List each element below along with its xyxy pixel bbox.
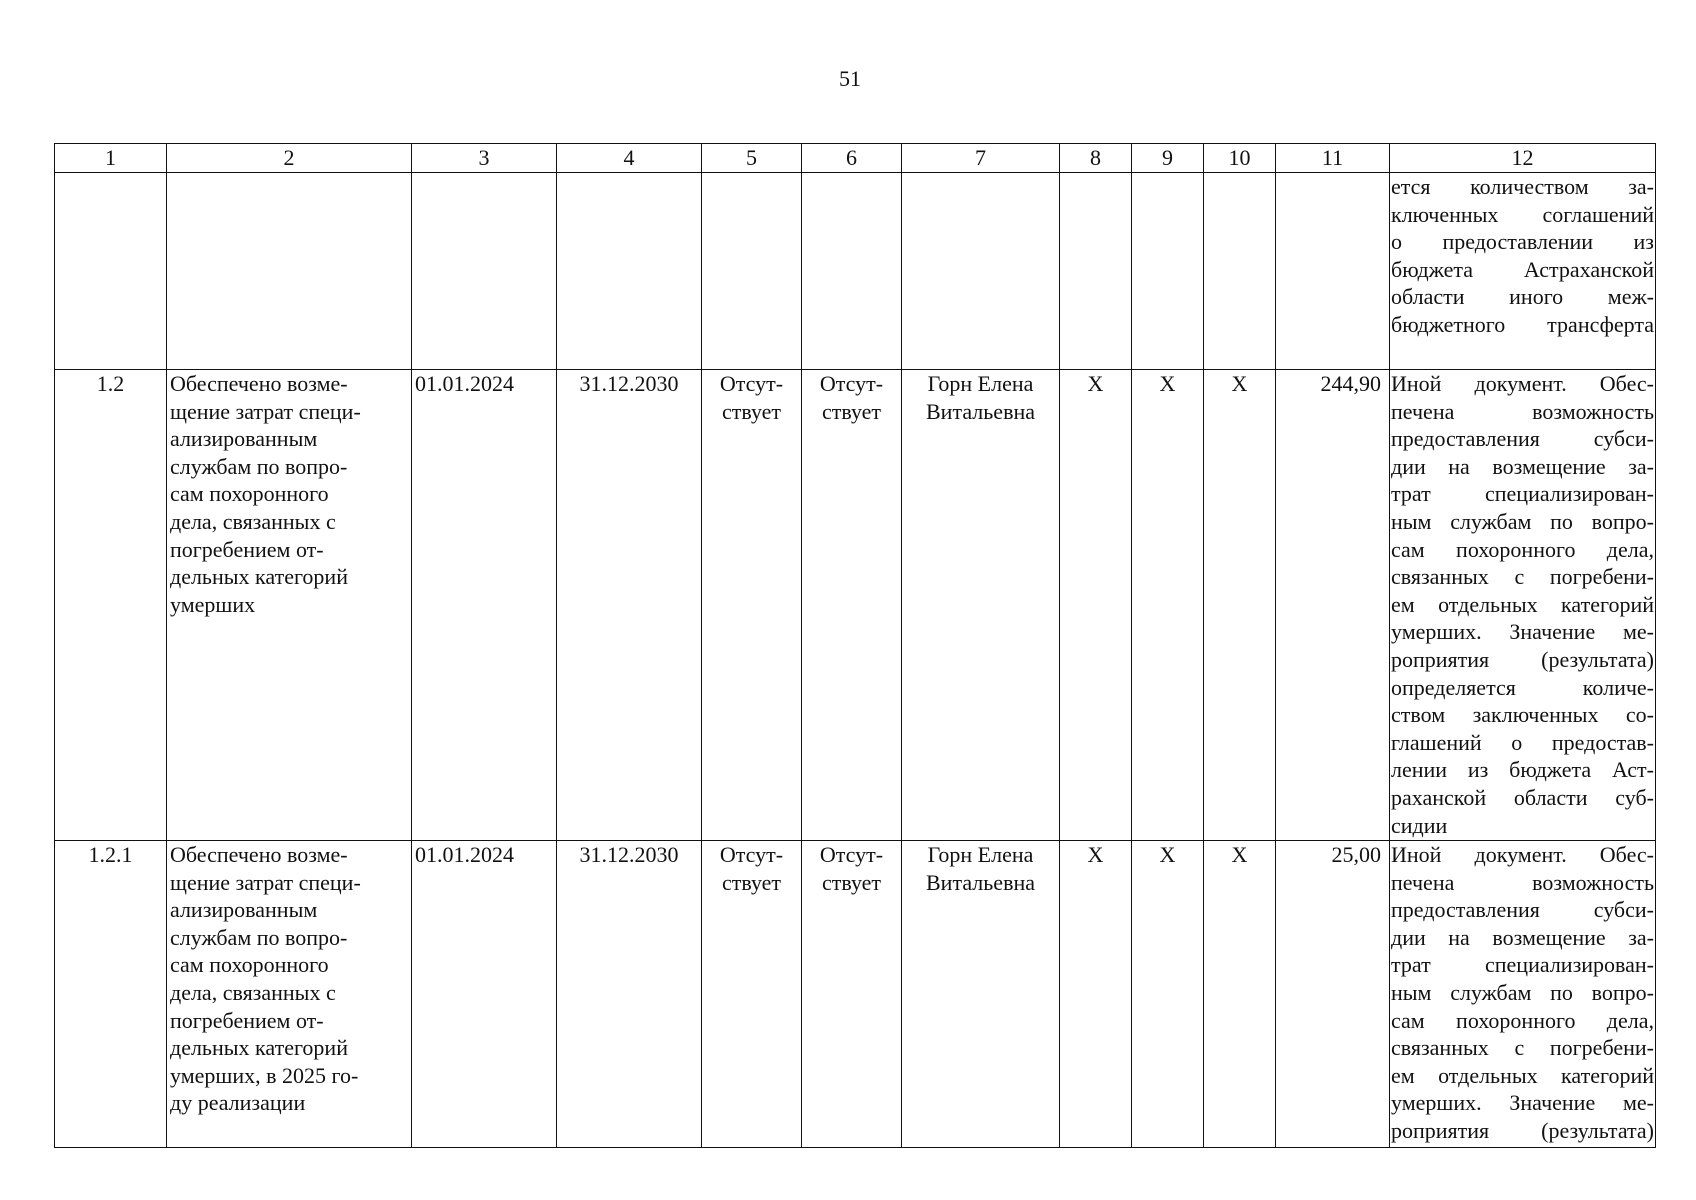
col5-value — [702, 370, 802, 841]
text-line: службам по вопро- — [170, 453, 348, 479]
responsible-person — [902, 370, 1060, 841]
text-line: умерших. Значение ме- — [1391, 619, 1654, 645]
text-line: ствует — [821, 869, 882, 895]
text-line: предоставления субси- — [1391, 897, 1654, 923]
text-line: роприятия (результата) — [1391, 646, 1654, 672]
text-line: лении из бюджета Аст- — [1391, 757, 1654, 783]
text-line: ключенных соглашений — [1391, 201, 1654, 227]
document-cell — [1390, 173, 1656, 370]
column-header: 4 — [557, 144, 702, 173]
table-row-continuation — [55, 173, 1656, 370]
col9-value: Х — [1132, 841, 1204, 1148]
measure-name — [167, 370, 412, 841]
text-line: умерших — [170, 591, 256, 617]
table-cell — [702, 173, 802, 370]
text-line: трат специализирован- — [1391, 952, 1654, 978]
table-row — [55, 841, 1656, 1148]
text-line: печена возможность — [1391, 869, 1654, 895]
text-line: погребением от- — [170, 536, 324, 562]
column-header: 1 — [55, 144, 167, 173]
text-line: трат специализирован- — [1391, 481, 1654, 507]
text-line: Горн Елена — [927, 371, 1034, 396]
text-line: ствует — [721, 398, 782, 424]
table-cell — [412, 173, 557, 370]
text-line: Иной документ. Обес- — [1391, 371, 1654, 396]
column-header: 12 — [1390, 144, 1656, 173]
row-number: 1.2 — [55, 370, 167, 841]
text-line: ализированным — [170, 897, 318, 923]
start-date: 01.01.2024 — [412, 370, 557, 841]
text-line: сидии — [1391, 812, 1448, 838]
text-line: роприятия (результата) — [1391, 1117, 1654, 1143]
text-line: дельных категорий — [170, 1035, 348, 1061]
text-line: дельных категорий — [170, 564, 348, 590]
table-cell — [167, 173, 412, 370]
text-line: глашений о предостав- — [1391, 729, 1654, 755]
text-line: сам похоронного дела, — [1391, 536, 1654, 562]
text-line: Отсут- — [719, 371, 784, 396]
col6-value — [802, 370, 902, 841]
text-line: дела, связанных с — [170, 979, 336, 1005]
text-line: о предоставлении из — [1391, 229, 1654, 255]
table-row — [55, 370, 1656, 841]
col6-value — [802, 841, 902, 1148]
text-line: раханской области суб- — [1391, 784, 1654, 810]
text-line: Иной документ. Обес- — [1391, 842, 1654, 867]
column-header: 3 — [412, 144, 557, 173]
text-line: бюджетного трансферта — [1391, 311, 1654, 337]
column-header: 11 — [1276, 144, 1390, 173]
table-cell — [55, 173, 167, 370]
text-line: ствует — [721, 869, 782, 895]
text-line: Витальевна — [926, 398, 1035, 424]
column-header: 2 — [167, 144, 412, 173]
measures-table — [54, 143, 1656, 1148]
text-line: Отсут- — [819, 842, 884, 867]
table-cell — [1132, 173, 1204, 370]
text-line: ем отдельных категорий — [1391, 591, 1654, 617]
text-line: предоставления субси- — [1391, 426, 1654, 452]
start-date: 01.01.2024 — [412, 841, 557, 1148]
column-header: 7 — [902, 144, 1060, 173]
col8-value: Х — [1060, 370, 1132, 841]
text-line: ствует — [821, 398, 882, 424]
text-line: сам похоронного дела, — [1391, 1007, 1654, 1033]
page-number: 51 — [839, 66, 861, 91]
text-line: умерших, в 2025 го- — [170, 1062, 359, 1088]
document-cell — [1390, 841, 1656, 1148]
text-line: погребением от- — [170, 1007, 324, 1033]
column-header: 8 — [1060, 144, 1132, 173]
text-line: Витальевна — [926, 869, 1035, 895]
text-line: ством заключенных со- — [1391, 702, 1654, 728]
table-cell — [802, 173, 902, 370]
text-line: ется количеством за- — [1391, 174, 1654, 199]
text-line: ным службам по вопро- — [1391, 979, 1654, 1005]
column-header: 9 — [1132, 144, 1204, 173]
text-line: области иного меж- — [1391, 284, 1654, 310]
measure-name — [167, 841, 412, 1148]
col10-value: Х — [1204, 841, 1276, 1148]
end-date: 31.12.2030 — [557, 841, 702, 1148]
text-line: Обеспечено возме- — [170, 371, 348, 396]
table-cell — [557, 173, 702, 370]
text-line: умерших. Значение ме- — [1391, 1090, 1654, 1116]
text-line: связанных с погребени- — [1391, 564, 1654, 590]
text-line: Отсут- — [719, 842, 784, 867]
col9-value: Х — [1132, 370, 1204, 841]
table-cell — [1276, 173, 1390, 370]
text-line: щение затрат специ- — [170, 398, 361, 424]
column-header: 10 — [1204, 144, 1276, 173]
table-cell — [902, 173, 1060, 370]
text-line: определяется количе- — [1391, 674, 1654, 700]
table-cell — [1204, 173, 1276, 370]
table-cell — [1060, 173, 1132, 370]
row-number: 1.2.1 — [55, 841, 167, 1148]
column-header: 5 — [702, 144, 802, 173]
amount: 25,00 — [1276, 841, 1390, 1148]
text-line: связанных с погребени- — [1391, 1035, 1654, 1061]
text-line: печена возможность — [1391, 398, 1654, 424]
column-header: 6 — [802, 144, 902, 173]
text-line: дела, связанных с — [170, 508, 336, 534]
text-line: ализированным — [170, 426, 318, 452]
text-line: Отсут- — [819, 371, 884, 396]
col5-value — [702, 841, 802, 1148]
text-line: службам по вопро- — [170, 924, 348, 950]
document-cell — [1390, 370, 1656, 841]
table-header-row — [55, 144, 1656, 173]
text-line: дии на возмещение за- — [1391, 924, 1654, 950]
text-line: Горн Елена — [927, 842, 1034, 867]
text-line: ным службам по вопро- — [1391, 508, 1654, 534]
col8-value: Х — [1060, 841, 1132, 1148]
amount: 244,90 — [1276, 370, 1390, 841]
text-line: дии на возмещение за- — [1391, 453, 1654, 479]
end-date: 31.12.2030 — [557, 370, 702, 841]
col10-value: Х — [1204, 370, 1276, 841]
responsible-person — [902, 841, 1060, 1148]
text-line: ду реализации — [170, 1090, 306, 1116]
text-line: сам похоронного — [170, 952, 329, 978]
text-line: ем отдельных категорий — [1391, 1062, 1654, 1088]
text-line: бюджета Астраханской — [1391, 256, 1654, 282]
text-line: Обеспечено возме- — [170, 842, 348, 867]
text-line: сам похоронного — [170, 481, 329, 507]
text-line: щение затрат специ- — [170, 869, 361, 895]
